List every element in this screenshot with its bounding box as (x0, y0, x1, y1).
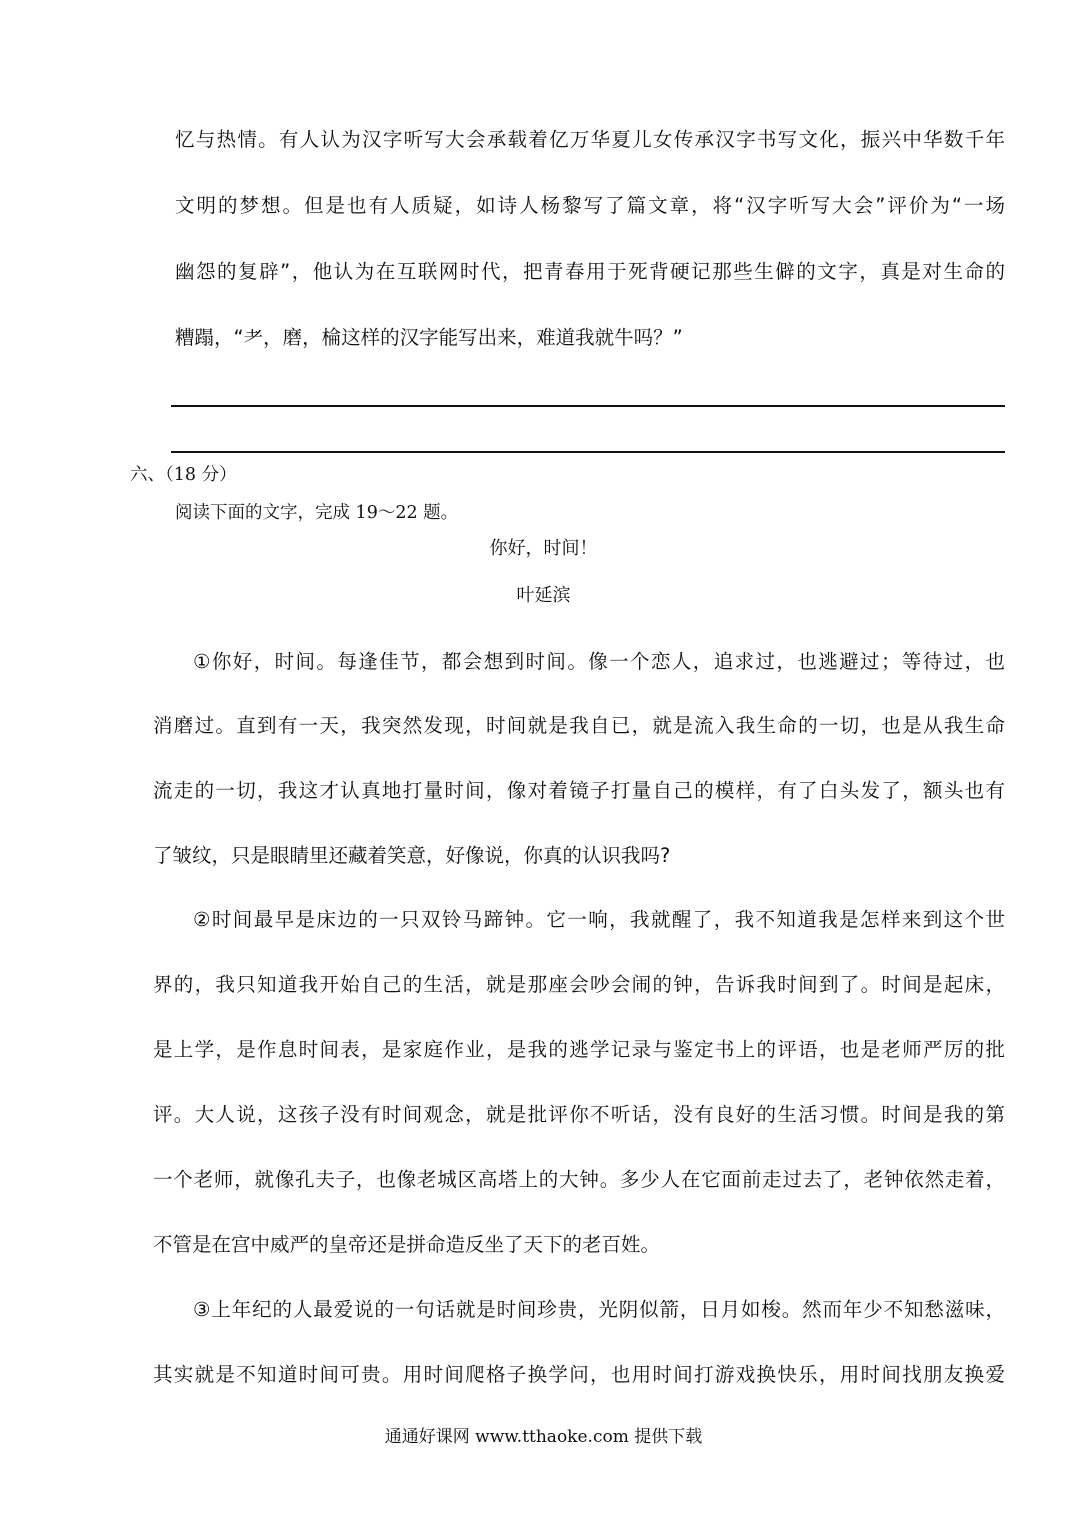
section-instruction: 阅读下面的文字，完成 19～22 题。 (175, 503, 459, 523)
intro-paragraph-line: 幽怨的复辟”，他认为在互联网时代，把青春用于死背硬记那些生僻的文字，真是对生命的 (175, 260, 1005, 283)
article-line: ③上年纪的人最爱说的一句话就是时间珍贵，光阴似箭，日月如梭。然而年少不知愁滋味， (193, 1298, 1005, 1321)
intro-paragraph-line: 文明的梦想。但是也有人质疑，如诗人杨黎写了篇文章，将“汉字听写大会”评价为“一场 (175, 194, 1005, 217)
article-line: 其实就是不知道时间可贵。用时间爬格子换学问，也用时间打游戏换快乐，用时间找朋友换爱 (153, 1363, 1005, 1386)
page-footer: 通通好课网 www.tthaoke.com 提供下载 (384, 1427, 703, 1447)
article-line: 评。大人说，这孩子没有时间观念，就是批评你不听话，没有良好的生活习惯。时间是我的第 (153, 1103, 1005, 1126)
article-line: 一个老师，就像孔夫子，也像老城区高塔上的大钟。多少人在它面前走过去了，老钟依然走着， (153, 1168, 1005, 1191)
article-line: 了皱纹，只是眼睛里还藏着笑意，好像说，你真的认识我吗? (153, 844, 671, 867)
intro-paragraph-line: 糟蹋，“耂，磨，棆这样的汉字能写出来，难道我就牛吗？” (175, 326, 683, 349)
article-line: ②时间最早是床边的一只双铃马蹄钟。它一响，我就醒了，我不知道我是怎样来到这个世 (193, 908, 1005, 931)
article-title: 你好，时间！ (489, 538, 598, 559)
article-line: 消磨过。直到有一天，我突然发现，时间就是我自已，就是流入我生命的一切，也是从我生命 (153, 714, 1005, 737)
intro-paragraph-line: 忆与热情。有人认为汉字听写大会承载着亿万华夏儿女传承汉字书写文化，振兴中华数千年 (175, 128, 1005, 151)
section-heading: 六、（18 分） (130, 465, 237, 485)
article-author: 叶延滨 (516, 585, 571, 606)
article-line: ①你好，时间。每逢佳节，都会想到时间。像一个恋人，追求过，也逃避过；等待过，也 (193, 650, 1005, 673)
answer-line (171, 405, 1005, 407)
article-line: 流走的一切，我这才认真地打量时间，像对着镜子打量自己的模样，有了白头发了，额头也有 (153, 779, 1005, 802)
article-line: 是上学，是作息时间表，是家庭作业，是我的逃学记录与鉴定书上的评语，也是老师严厉的批 (153, 1038, 1005, 1061)
article-line: 不管是在宫中威严的皇帝还是拼命造反坐了天下的老百姓。 (153, 1233, 661, 1256)
article-line: 界的，我只知道我开始自己的生活，就是那座会吵会闹的钟，告诉我时间到了。时间是起床， (153, 973, 1005, 996)
answer-line (171, 451, 1005, 453)
